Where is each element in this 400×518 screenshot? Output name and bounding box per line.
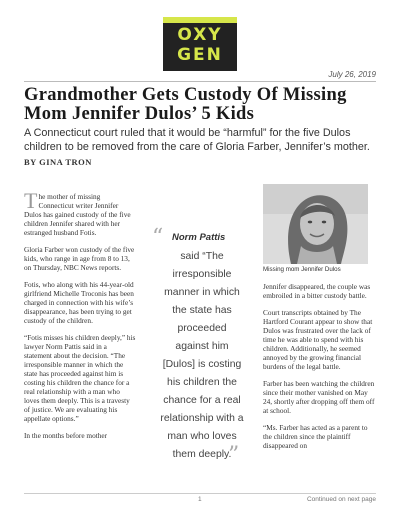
pull-quote-text: said “The irresponsible manner in which the state has proceeded against him [Dulos] is costing his children the chance for a real relationship with a man who loves them deeply. xyxy=(160,251,244,460)
article-subhead: A Connecticut court ruled that it would be “harmful” for the five Dulos children to be removed from the care of Gloria Farber, Jennifer’s mother. xyxy=(24,127,370,153)
masthead xyxy=(0,0,400,72)
logo-line-2: GEN xyxy=(177,45,223,65)
drop-cap: T xyxy=(24,188,38,213)
pull-quote xyxy=(152,225,246,478)
paragraph: Jennifer disappeared, the couple was embroiled in a bitter custody battle. xyxy=(263,282,371,300)
page-number: 1 xyxy=(198,496,202,503)
paragraph: Court transcripts obtained by The Hartford Courant appear to show that Dulos was frustrated over the lack of time he was able to spend with his children. Additionally, he seemed annoyed by the growing financial burdens of the legal battle. xyxy=(263,308,373,371)
oxygen-logo[interactable] xyxy=(163,17,237,71)
portrait-image xyxy=(263,184,368,264)
paragraph: Fotis, who along with his 44-year-old girlfriend Michelle Troconis has been charged in connection with his wife’s disappearance, has been trying to get custody of the children. xyxy=(24,280,134,325)
paragraph: “Ms. Farber has acted as a parent to the children since the plaintiff disappeared on xyxy=(263,423,368,450)
photo-caption: Missing mom Jennifer Dulos xyxy=(263,266,341,273)
logo-line-1: OXY xyxy=(177,25,223,45)
pull-quote-author: Norm Pattis xyxy=(172,232,226,243)
article-column-right xyxy=(263,282,376,458)
continued-link[interactable]: Continued on next page xyxy=(306,496,376,503)
logo-stripe xyxy=(163,17,237,23)
article-byline: BY GINA TRON xyxy=(24,157,92,167)
header-divider xyxy=(24,81,376,82)
article-date: July 26, 2019 xyxy=(328,70,376,79)
paragraph: In the months before mother xyxy=(24,431,108,440)
paragraph: Farber has been watching the children since their mother vanished on May 24, shortly after dropping off them off at school. xyxy=(263,379,375,415)
paragraph: “Fotis misses his children deeply,” his lawyer Norm Pattis said in a statement about the decision. “The irresponsible manner in which the state has proceeded against him is costing his children the chance for a real relationship with a man who loves them deeply. This is a travesty of justice. We are evaluating his appellate options.” xyxy=(24,333,136,423)
close-quote-mark: ” xyxy=(228,443,240,468)
paragraph: Gloria Farber won custody of the five kids, who range in age from 8 to 13, on Thursday, NBC News reports. xyxy=(24,245,135,272)
footer-divider xyxy=(24,493,376,494)
article-headline: Grandmother Gets Custody Of Missing Mom Jennifer Dulos’ 5 Kids xyxy=(24,85,347,124)
article-photo xyxy=(263,184,368,264)
paragraph xyxy=(24,188,136,237)
article-column-left xyxy=(24,188,136,448)
paragraph-text: he mother of missing Connecticut writer Jennifer Dulos has gained custody of the five children Jennifer shared with her estranged husband Fotis. xyxy=(24,192,131,237)
open-quote-mark: “ xyxy=(152,225,164,250)
